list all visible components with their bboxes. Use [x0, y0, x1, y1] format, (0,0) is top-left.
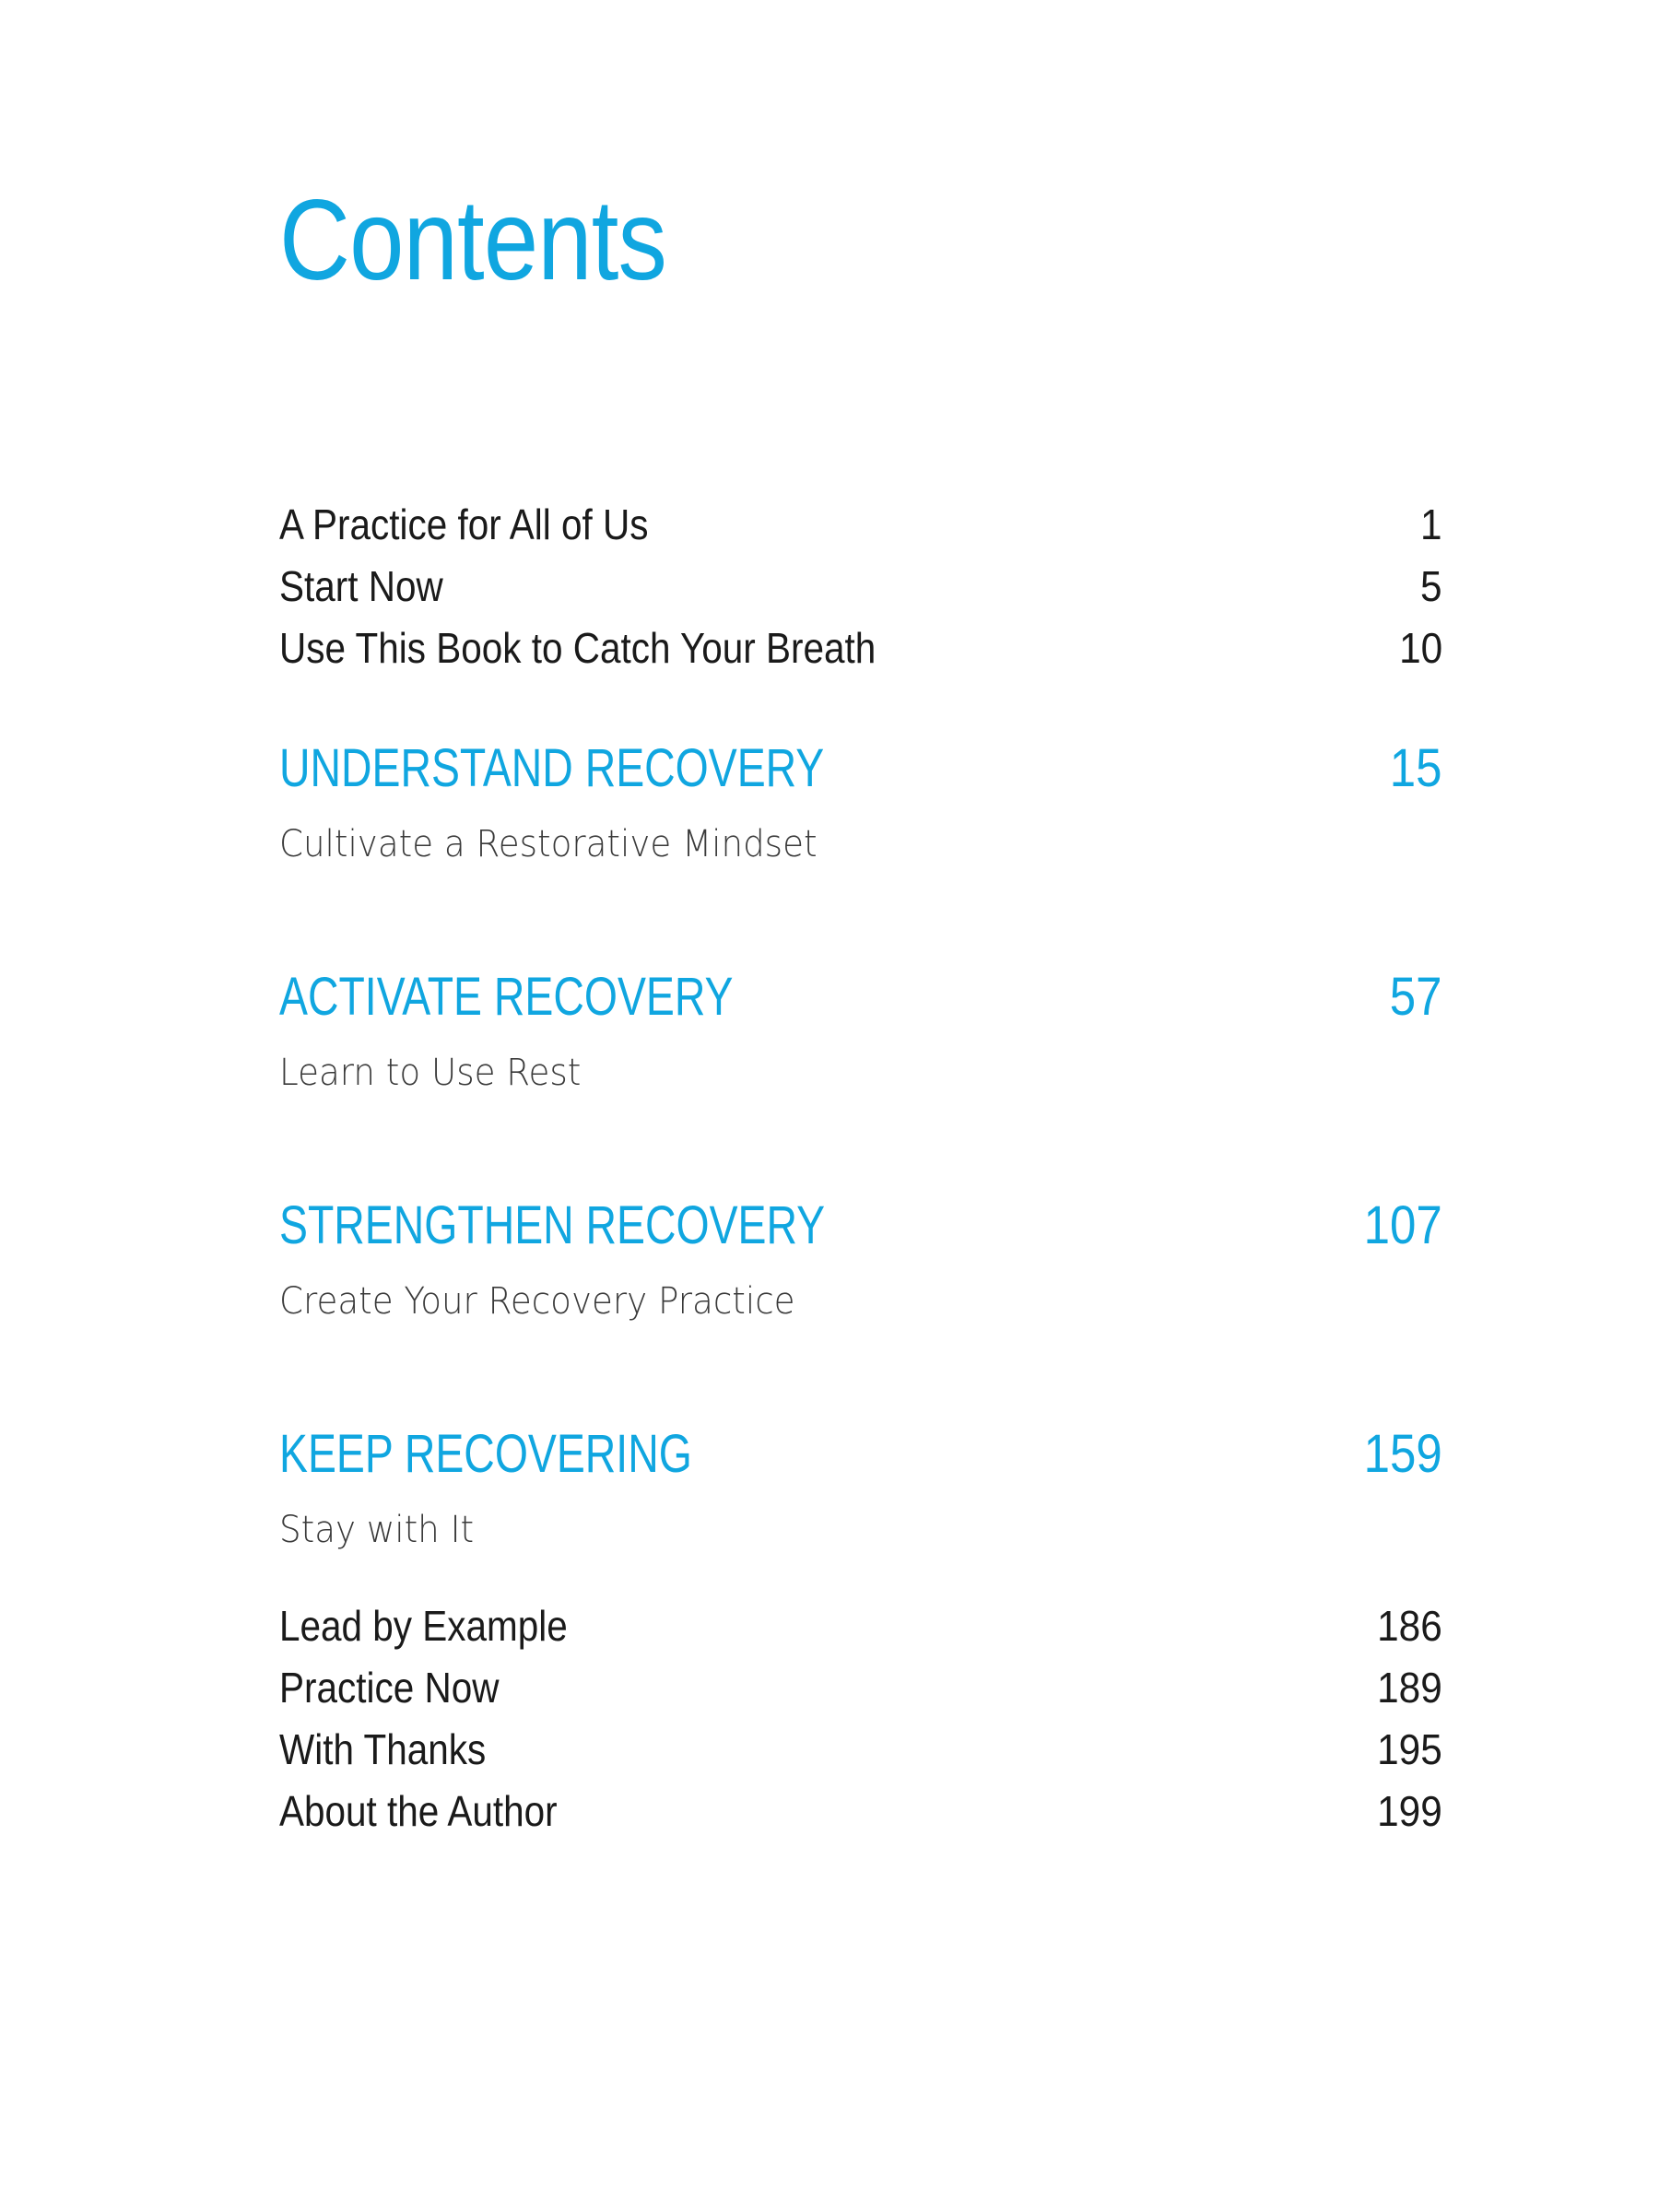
toc-entry-label: Practice Now — [279, 1664, 500, 1712]
section-page: 159 — [1363, 1424, 1442, 1484]
section-title: UNDERSTAND RECOVERY — [279, 738, 825, 798]
section-subtitle: Cultivate a Restorative Mindset — [279, 823, 818, 865]
section-title: KEEP RECOVERING — [279, 1424, 692, 1484]
section-page: 15 — [1390, 738, 1442, 798]
section-title: ACTIVATE RECOVERY — [279, 967, 734, 1027]
toc-entry-page: 195 — [1377, 1725, 1442, 1773]
toc-entry-label: Lead by Example — [279, 1602, 568, 1650]
toc-entry-page: 186 — [1377, 1602, 1442, 1650]
section-heading-keep-recovering[interactable] — [279, 1423, 1442, 1485]
toc-entry[interactable] — [279, 561, 1442, 611]
section-subtitle: Stay with It — [279, 1509, 475, 1551]
toc-entry-label: Start Now — [279, 562, 443, 610]
section-title: STRENGTHEN RECOVERY — [279, 1195, 826, 1255]
toc-entry-page: 1 — [1420, 500, 1442, 548]
toc-entry-page: 199 — [1377, 1787, 1442, 1835]
section-heading-strengthen-recovery[interactable] — [279, 1194, 1442, 1256]
toc-entry-page: 10 — [1398, 624, 1442, 672]
section-page: 107 — [1363, 1195, 1442, 1255]
toc-entry-label: With Thanks — [279, 1725, 487, 1773]
toc-entry-page: 5 — [1420, 562, 1442, 610]
toc-entry[interactable] — [279, 1601, 1442, 1651]
section-subtitle: Learn to Use Rest — [279, 1052, 582, 1094]
toc-entry[interactable] — [279, 1663, 1442, 1712]
toc-entry-label: A Practice for All of Us — [279, 500, 649, 548]
section-page: 57 — [1390, 967, 1442, 1027]
toc-entry-label: Use This Book to Catch Your Breath — [279, 624, 877, 672]
page-title: Contents — [279, 177, 666, 304]
toc-entry-label: About the Author — [279, 1787, 558, 1835]
section-subtitle: Create Your Recovery Practice — [279, 1280, 795, 1323]
toc-entry[interactable] — [279, 1786, 1442, 1836]
toc-entry[interactable] — [279, 623, 1442, 673]
toc-entry[interactable] — [279, 500, 1442, 549]
section-heading-activate-recovery[interactable] — [279, 966, 1442, 1028]
section-heading-understand-recovery[interactable] — [279, 737, 1442, 799]
toc-entry[interactable] — [279, 1724, 1442, 1774]
toc-entry-page: 189 — [1377, 1664, 1442, 1712]
